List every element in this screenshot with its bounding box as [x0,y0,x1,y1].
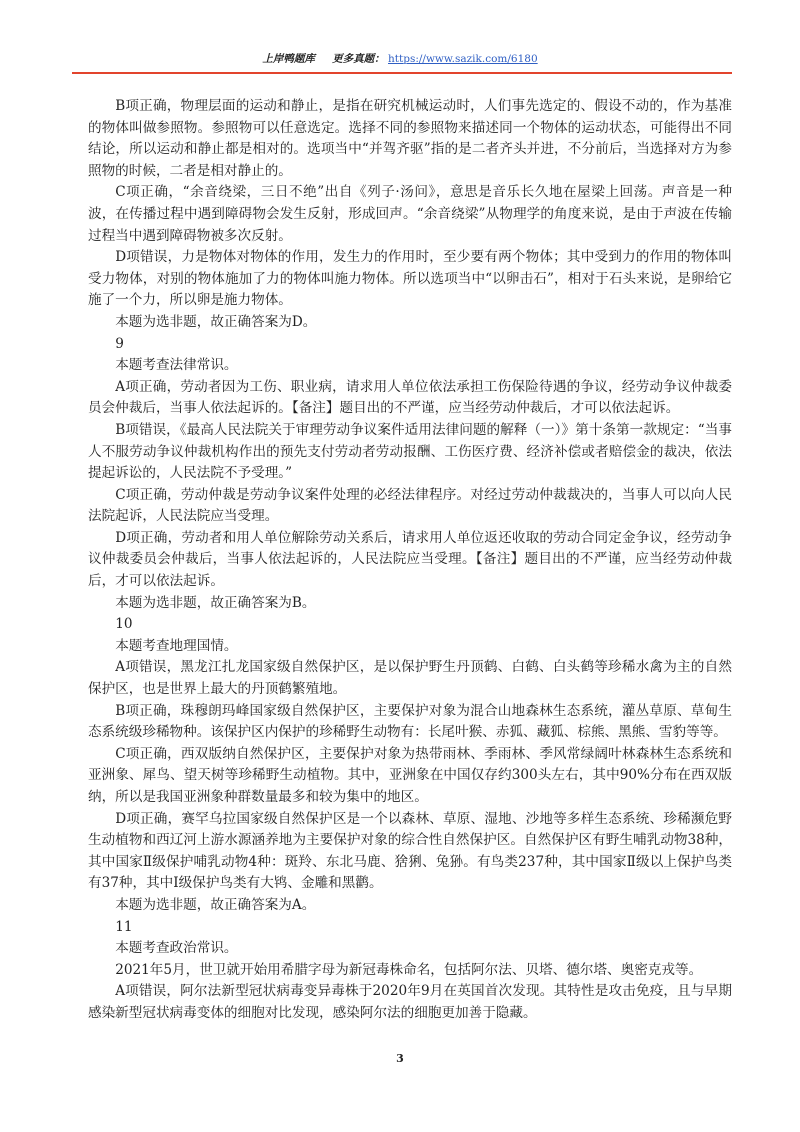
page-header [0,52,800,66]
answer-line: 本题为选非题，故正确答案为D。 [115,313,317,330]
topic-line: 本题考查地理国情。 [115,637,238,654]
paragraph: 2021年5月，世卫就开始用希腊字母为新冠毒株命名，包括阿尔法、贝塔、德尔塔、奥密克戎等。 [115,961,703,978]
paragraph: C项正确，“余音绕梁，三日不绝”出自《列子·汤问》，意思是音乐长久地在屋梁上回荡。声音是一种波，在传播过程中遇到障碍物会发生反射，形成回声。“余音绕梁”从物理学的角度来说，是由于声波在传输过程当中遇到障碍物被多次反射。 [88,184,732,244]
paragraph: B项正确，珠穆朗玛峰国家级自然保护区，主要保护对象为混合山地森林生态系统，灌丛草原、草甸生态系统级珍稀物种。该保护区内保护的珍稀野生动物有：长尾叶猴、赤狐、藏狐、棕熊、黑熊、雪豹等等。 [88,702,732,741]
more-questions-label: 更多真题： [332,53,385,65]
header-divider [72,72,732,74]
paragraph: D项正确，劳动者和用人单位解除劳动关系后，请求用人单位返还收取的劳动合同定金争议，经劳动争议仲裁委员会仲裁后，当事人依法起诉的，人民法院应当受理。【备注】题目出的不严谨，应当经劳动仲裁后，才可以依法起诉。 [88,529,732,590]
paragraph: D项错误，力是物体对物体的作用，发生力的作用时，至少要有两个物体；其中受到力的作用的物体叫受力物体，对别的物体施加了力的物体叫施力物体。所以选项当中“以卵击石”，相对于石头来说，是卵给它施了一个力，所以卵是施力物体。 [88,249,732,309]
topic-line: 本题考查法律常识。 [115,357,238,374]
paragraph: D项正确，赛罕乌拉国家级自然保护区是一个以森林、草原、湿地、沙地等多样生态系统、珍稀濒危野生动植物和西辽河上游水源涵养地为主要保护对象的综合性自然保护区。自然保护区有野生哺乳动物38种，其中国家Ⅱ级保护哺乳动物4种：斑羚、东北马鹿、猞猁、兔狲。有鸟类237种，其中国家Ⅱ级以上保护鸟类有37种，其中Ⅰ级保护鸟类有大鸨、金雕和黑鹳。 [88,810,732,892]
paragraph: C项正确，西双版纳自然保护区，主要保护对象为热带雨林、季雨林、季风常绿阔叶林森林生态系统和亚洲象、犀鸟、望天树等珍稀野生动植物。其中，亚洲象在中国仅存约300头左右，其中90%分布在西双版纳，所以是我国亚洲象种群数量最多和较为集中的地区。 [88,745,732,805]
question-number: 10 [115,616,133,633]
question-number: 11 [115,918,133,935]
paragraph: B项错误，《最高人民法院关于审理劳动争议案件适用法律问题的解释（一）》第十条第一款规定：“当事人不服劳动争议仲裁机构作出的预先支付劳动者劳动报酬、工伤医疗费、经济补偿或者赔偿金的裁决，依法提起诉讼的，人民法院不予受理。” [88,421,732,482]
paragraph: A项错误，阿尔法新型冠状病毒变异毒株于2020年9月在英国首次发现。其特性是攻击免疫，且与早期感染新型冠状病毒变体的细胞对比发现，感染阿尔法的细胞更加善于隐藏。 [88,983,732,1021]
paragraph: A项错误，黑龙江扎龙国家级自然保护区，是以保护野生丹顶鹤、白鹤、白头鹤等珍稀水禽为主的自然保护区，也是世界上最大的丹顶鹤繁殖地。 [88,659,732,698]
paragraph: B项正确，物理层面的运动和静止，是指在研究机械运动时，人们事先选定的、假设不动的，作为基准的物体叫做参照物。参照物可以任意选定。选择不同的参照物来描述同一个物体的运动状态，可能得出不同结论，所以运动和静止都是相对的。选项当中“并驾齐驱”指的是二者齐头并进，不分前后，当选择对方为参照物的时候，二者是相对静止的。 [88,98,732,179]
topic-line: 本题考查政治常识。 [115,940,238,957]
paragraph: A项正确，劳动者因为工伤、职业病，请求用人单位依法承担工伤保险待遇的争议，经劳动争议仲裁委员会仲裁后，当事人依法起诉的。【备注】题目出的不严谨，应当经劳动仲裁后，才可以依法起诉。 [88,378,732,417]
page-number: 3 [396,1052,404,1065]
paragraph: C项正确，劳动仲裁是劳动争议案件处理的必经法律程序。对经过劳动仲裁裁决的，当事人可以向人民法院起诉，人民法院应当受理。 [88,486,732,525]
answer-line: 本题为选非题，故正确答案为B。 [115,594,316,611]
question-number: 9 [115,335,124,352]
document-body [88,96,732,1025]
brand-name: 上岸鸭题库 [262,53,315,65]
source-link[interactable]: https://www.sazik.com/6180 [388,53,538,65]
answer-line: 本题为选非题，故正确答案为A。 [115,896,316,913]
